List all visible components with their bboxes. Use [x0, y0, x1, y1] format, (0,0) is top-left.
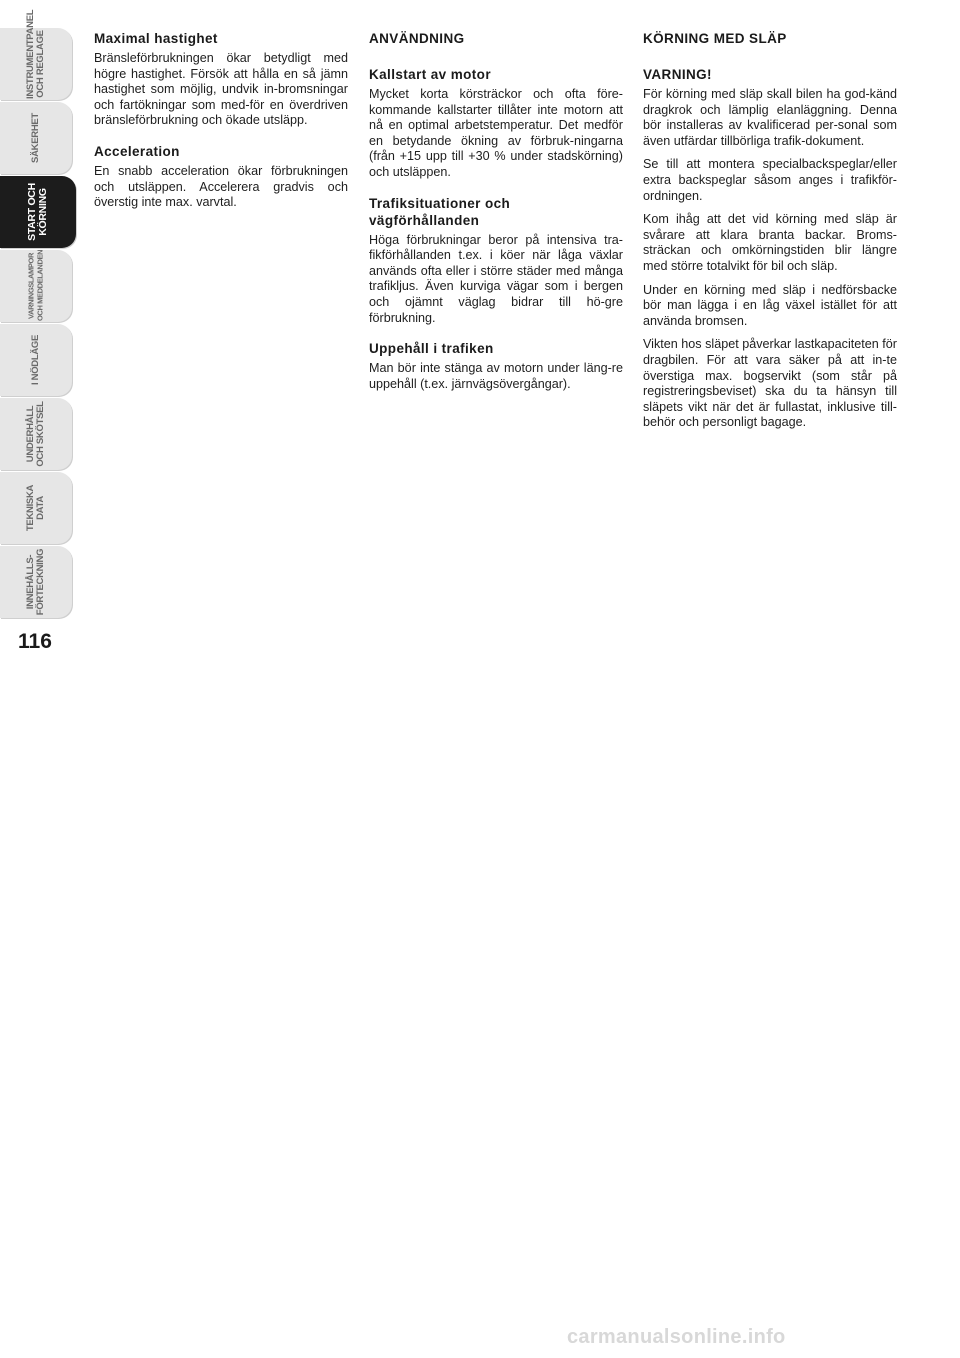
tab-label-line: TEKNISKA — [25, 484, 36, 532]
paragraph: Vikten hos släpet påverkar lastkapaciteten för dragbilen. För att vara säker på att in-te överstiga max. bogservikt (som står på registreringsbeviset) ska du ta hänsyn till släpets vikt när det är fullastat, inklusive till-behör och personligt bagage. — [643, 337, 897, 430]
tab-label-line: UNDERHÅLL — [25, 405, 36, 463]
tab-label-line: VARNINGSLAMPOR — [26, 253, 36, 319]
column-1 — [94, 30, 348, 219]
paragraph: Bränsleförbrukningen ökar betydligt med högre hastighet. Försök att hålla en så jämn hastighet som möjlig, undvik in-bromsningar och fartökningar som med-för en överdriven bränsleförbrukning och ökade utsläpp. — [94, 51, 348, 128]
section-kallstart — [369, 66, 623, 181]
section-maximal-hastighet — [94, 30, 348, 129]
tab-label-line: INNEHÅLLS- — [25, 554, 36, 610]
paragraph: Höga förbrukningar beror på intensiva tra-fikförhållanden t.ex. i köer när låga växlar används ofta eller i större städer med många trafikljus. Även kurviga vägar som i bergen och ojämnt väglag bidrar till hö-gre förbrukning. — [369, 232, 623, 325]
tab-label-line: DATA — [35, 496, 46, 520]
tab-label-line: SÄKERHET — [30, 113, 41, 163]
tab-label-line: INSTRUMENTPANEL — [25, 9, 36, 99]
paragraph: En snabb acceleration ökar förbrukningen och utsläppen. Accelerera gradvis och överstig inte max. varvtal. — [94, 163, 348, 210]
paragraph: För körning med släp skall bilen ha god-känd dragkrok och lämplig elanläggning. Denna bör installeras av kvalificerad per-sonal som även utfärdar tillbörliga trafik-dokument. — [643, 87, 897, 148]
tab-varningslampor[interactable] — [0, 250, 72, 322]
section-title-line: Trafiksituationer och — [369, 195, 511, 211]
page-number: 116 — [18, 630, 52, 653]
paragraph: Kom ihåg att det vid körning med släp är svårare att klara branta backar. Broms-sträckan och omkörningstiden blir längre med större totalvikt för bil och släp. — [643, 212, 897, 273]
column-3 — [643, 30, 897, 439]
tab-label-line: KÖRNING — [37, 188, 49, 236]
tab-label-line: FÖRTECKNING — [35, 548, 46, 616]
tab-label — [26, 399, 46, 469]
section-title: Uppehåll i trafiken — [369, 341, 494, 357]
tab-i-nodlage[interactable] — [0, 324, 72, 396]
paragraph: Mycket korta körsträckor och ofta före-kommande kallstarter tillåter inte motorn att nå en optimal arbetstemperatur. Det medför en betydande ökning av förbruk-ningarna (från +15 upp till +30 % under stadskörning) och utsläppen. — [369, 87, 623, 179]
tab-label-line: OCH MEDDELANDEN — [35, 249, 44, 321]
section-heading: KÖRNING MED SLÄP — [643, 31, 787, 46]
tab-label-line: OCH SKÖTSEL — [35, 401, 46, 467]
tab-tekniska-data[interactable] — [0, 472, 72, 544]
tab-underhall[interactable] — [0, 398, 72, 470]
tab-innehallsforteckning[interactable] — [0, 546, 72, 618]
tab-label-line: OCH REGLAGE — [35, 30, 46, 98]
warning-title: VARNING! — [643, 67, 712, 82]
section-title: Acceleration — [94, 143, 180, 159]
tab-label — [31, 103, 41, 173]
tab-label-line: I NÖDLÄGE — [30, 334, 41, 386]
watermark: carmanualsonline.info — [567, 1326, 786, 1348]
tab-label — [25, 9, 46, 99]
section-title: Kallstart av motor — [369, 67, 491, 82]
tab-label — [27, 177, 49, 247]
tab-label — [28, 251, 45, 321]
section-title-line: vägförhållanden — [369, 212, 480, 228]
section-trafiksituationer — [369, 195, 623, 327]
paragraph: Under en körning med släp i nedförsbacke bör man lägga i en låg växel istället för att använda bromsen. — [643, 282, 897, 328]
section-title — [369, 195, 623, 229]
section-title: Maximal hastighet — [94, 31, 218, 46]
tab-instrumentpanel[interactable] — [0, 9, 72, 100]
section-acceleration — [94, 143, 348, 211]
column-2 — [369, 30, 623, 400]
paragraph: Man bör inte stänga av motorn under läng-re uppehåll (t.ex. järnvägsövergångar). — [369, 361, 623, 391]
tab-start-och-korning[interactable] — [0, 176, 76, 248]
section-heading: ANVÄNDNING — [369, 31, 465, 46]
tab-label — [26, 547, 46, 617]
tab-sakerhet[interactable] — [0, 102, 72, 174]
section-uppehall — [369, 340, 623, 392]
tab-label — [31, 325, 41, 395]
section-tabs — [0, 9, 76, 620]
tab-label — [26, 473, 46, 543]
tab-label-line: START OCH — [26, 183, 38, 241]
paragraph: Se till att montera specialbackspeglar/eller extra backspeglar såsom anges i trafikför-ordningen. — [643, 157, 897, 203]
